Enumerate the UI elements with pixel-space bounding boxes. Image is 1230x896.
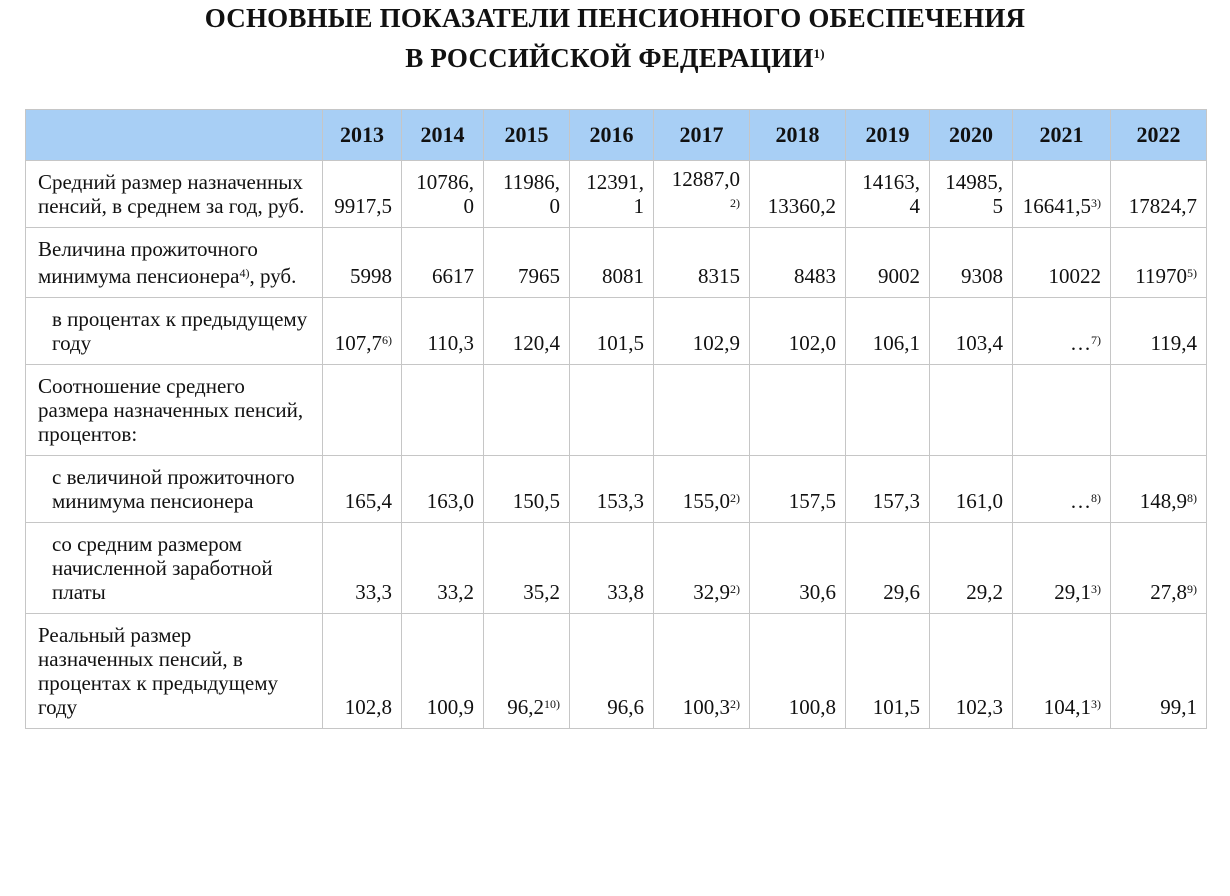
table-cell [1013,298,1111,365]
cell-footnote: 2) [730,196,740,210]
cell-value: 120,4 [512,331,560,355]
table-cell [654,228,750,298]
table-cell [323,456,402,523]
cell-value: 10022 [1048,264,1101,288]
cell-footnote: 2) [730,491,740,505]
table-cell [846,228,930,298]
table-cell [1111,161,1207,228]
table-cell [930,365,1013,456]
header-row [26,110,1207,161]
cell-value: 96,6 [607,695,644,719]
table-cell [654,161,750,228]
title-line-2-text: В РОССИЙСКОЙ ФЕДЕРАЦИИ [405,43,814,73]
cell-value: 102,0 [788,331,836,355]
cell-value: 10786,0 [416,170,474,218]
table-cell [484,365,570,456]
table-cell [1111,456,1207,523]
cell-value: 12391,1 [586,170,644,218]
cell-footnote: 10) [544,697,560,711]
header-corner-cell [26,110,323,161]
cell-value: 7965 [518,264,560,288]
cell-value: 17824,7 [1128,194,1197,218]
cell-value: 13360,2 [767,194,836,218]
cell-value: 101,5 [872,695,920,719]
cell-value: 8081 [602,264,644,288]
cell-footnote: 3) [1091,582,1101,596]
table-cell [570,228,654,298]
header-year: 2015 [484,110,570,161]
table-row [26,365,1207,456]
cell-footnote: 5) [1187,266,1197,280]
header-year: 2021 [1013,110,1111,161]
cell-value: 107,7 [334,331,382,355]
cell-footnote: 2) [730,582,740,596]
table-cell [654,523,750,614]
cell-value: … [1070,489,1091,513]
table-body [26,161,1207,729]
table-cell [1013,228,1111,298]
table-cell [570,614,654,729]
table-cell [750,614,846,729]
table-cell [1013,523,1111,614]
cell-value: 33,3 [355,580,392,604]
table-header [26,110,1207,161]
table-cell [1111,228,1207,298]
cell-value: 33,8 [607,580,644,604]
cell-value: 155,0 [682,489,730,513]
cell-value: 119,4 [1150,331,1197,355]
title-line-2 [0,36,1230,76]
table-cell [484,161,570,228]
table-cell [402,365,484,456]
row-label [26,614,323,729]
cell-value: 8483 [794,264,836,288]
cell-footnote: 3) [1091,196,1101,210]
cell-value: 14163,4 [862,170,920,218]
table-cell [484,523,570,614]
row-label [26,228,323,298]
cell-footnote: 8) [1091,491,1101,505]
cell-value: 150,5 [512,489,560,513]
cell-value: 100,8 [788,695,836,719]
cell-value: 9002 [878,264,920,288]
cell-value: 163,0 [426,489,474,513]
cell-value: 157,5 [788,489,836,513]
table-cell [654,365,750,456]
cell-value: 165,4 [344,489,392,513]
row-label [26,365,323,456]
table-cell [402,228,484,298]
row-label-footnote: 4) [239,266,250,280]
pension-indicators-table [25,109,1207,729]
table-cell [750,161,846,228]
cell-value: 8315 [698,264,740,288]
table-cell [484,456,570,523]
table-cell [930,614,1013,729]
row-label-text: Средний размер назначенных пенсий, в среднем за год, руб. [38,170,305,218]
table-cell [846,456,930,523]
table-cell [930,298,1013,365]
cell-value: 102,9 [692,331,740,355]
cell-value: 102,8 [344,695,392,719]
cell-value: 110,3 [427,331,474,355]
table-row [26,161,1207,228]
table-cell [1013,365,1111,456]
table-cell [484,228,570,298]
row-label [26,523,323,614]
cell-value: … [1070,331,1091,355]
cell-value: 100,3 [682,695,730,719]
cell-value: 29,1 [1054,580,1091,604]
cell-value: 100,9 [426,695,474,719]
table-cell [930,456,1013,523]
table-cell [1111,365,1207,456]
title-footnote: 1) [813,46,825,61]
cell-value: 161,0 [955,489,1003,513]
cell-value: 30,6 [799,580,836,604]
cell-value: 6617 [432,264,474,288]
table-cell [570,523,654,614]
cell-value: 11970 [1135,264,1187,288]
cell-footnote: 9) [1187,582,1197,596]
table-cell [846,614,930,729]
table-cell [846,161,930,228]
cell-value: 106,1 [872,331,920,355]
table-cell [750,523,846,614]
cell-value: 12887,0 [671,167,740,191]
table-cell [846,523,930,614]
cell-value: 99,1 [1160,695,1197,719]
cell-value: 33,2 [437,580,474,604]
cell-value: 32,9 [693,580,730,604]
header-year: 2017 [654,110,750,161]
cell-value: 5998 [350,264,392,288]
table-cell [570,456,654,523]
title-line-1: ОСНОВНЫЕ ПОКАЗАТЕЛИ ПЕНСИОННОГО ОБЕСПЕЧЕНИЯ [204,3,1026,33]
row-label-text: в процентах к предыдущему году [52,307,308,355]
table-cell [930,228,1013,298]
table-cell [654,456,750,523]
cell-value: 14985,5 [945,170,1003,218]
table-cell [1111,523,1207,614]
table-cell [1013,456,1111,523]
table-row [26,614,1207,729]
table-cell [654,614,750,729]
table-cell [1111,614,1207,729]
row-label-text: Соотношение среднего размера назначенных пенсий, процентов: [38,374,304,446]
cell-footnote: 7) [1091,333,1101,347]
cell-value: 153,3 [596,489,644,513]
table-cell [484,614,570,729]
header-year: 2014 [402,110,484,161]
cell-value: 27,8 [1150,580,1187,604]
table-cell [1013,614,1111,729]
cell-footnote: 8) [1187,491,1197,505]
table-cell [570,365,654,456]
row-label-text: Реальный размер назначенных пенсий, в процентах к предыдущему году [38,623,279,719]
cell-footnote: 2) [730,697,740,711]
header-year: 2016 [570,110,654,161]
cell-value: 29,2 [966,580,1003,604]
table-cell [654,298,750,365]
table-cell [570,298,654,365]
cell-value: 9917,5 [334,194,392,218]
table-cell [750,228,846,298]
table-cell [402,614,484,729]
cell-value: 11986,0 [503,170,560,218]
table-cell [323,228,402,298]
table-row [26,298,1207,365]
table-row [26,228,1207,298]
table-row [26,456,1207,523]
cell-value: 103,4 [955,331,1003,355]
table-cell [750,365,846,456]
table-cell [750,456,846,523]
cell-value: 102,3 [955,695,1003,719]
table-cell [930,523,1013,614]
row-label-text: Величина прожиточного минимума пенсионера [38,237,258,288]
row-label-tail: , руб. [249,264,297,288]
table-cell [323,298,402,365]
table-cell [570,161,654,228]
header-year: 2022 [1111,110,1207,161]
row-label-text: со средним размером начисленной заработной платы [52,532,273,604]
table-cell [750,298,846,365]
table-cell [846,298,930,365]
table-cell [484,298,570,365]
table-cell [402,161,484,228]
header-year: 2013 [323,110,402,161]
cell-value: 9308 [961,264,1003,288]
header-year: 2018 [750,110,846,161]
cell-value: 29,6 [883,580,920,604]
table-cell [402,456,484,523]
header-year: 2019 [846,110,930,161]
row-label-text: с величиной прожиточного минимума пенсионера [52,465,295,513]
row-label [26,456,323,523]
table-cell [846,365,930,456]
page-title [0,0,1230,76]
table-cell [323,365,402,456]
table-cell [1013,161,1111,228]
table-cell [323,614,402,729]
row-label [26,161,323,228]
table-cell [323,523,402,614]
table-cell [402,298,484,365]
row-label [26,298,323,365]
cell-value: 96,2 [507,695,544,719]
cell-value: 101,5 [596,331,644,355]
table-cell [402,523,484,614]
cell-footnote: 3) [1091,697,1101,711]
cell-value: 16641,5 [1022,194,1091,218]
cell-value: 104,1 [1043,695,1091,719]
table-cell [323,161,402,228]
header-year: 2020 [930,110,1013,161]
cell-value: 157,3 [872,489,920,513]
cell-value: 35,2 [523,580,560,604]
table-cell [930,161,1013,228]
cell-value: 148,9 [1139,489,1187,513]
table-row [26,523,1207,614]
cell-footnote: 6) [382,333,392,347]
table-cell [1111,298,1207,365]
